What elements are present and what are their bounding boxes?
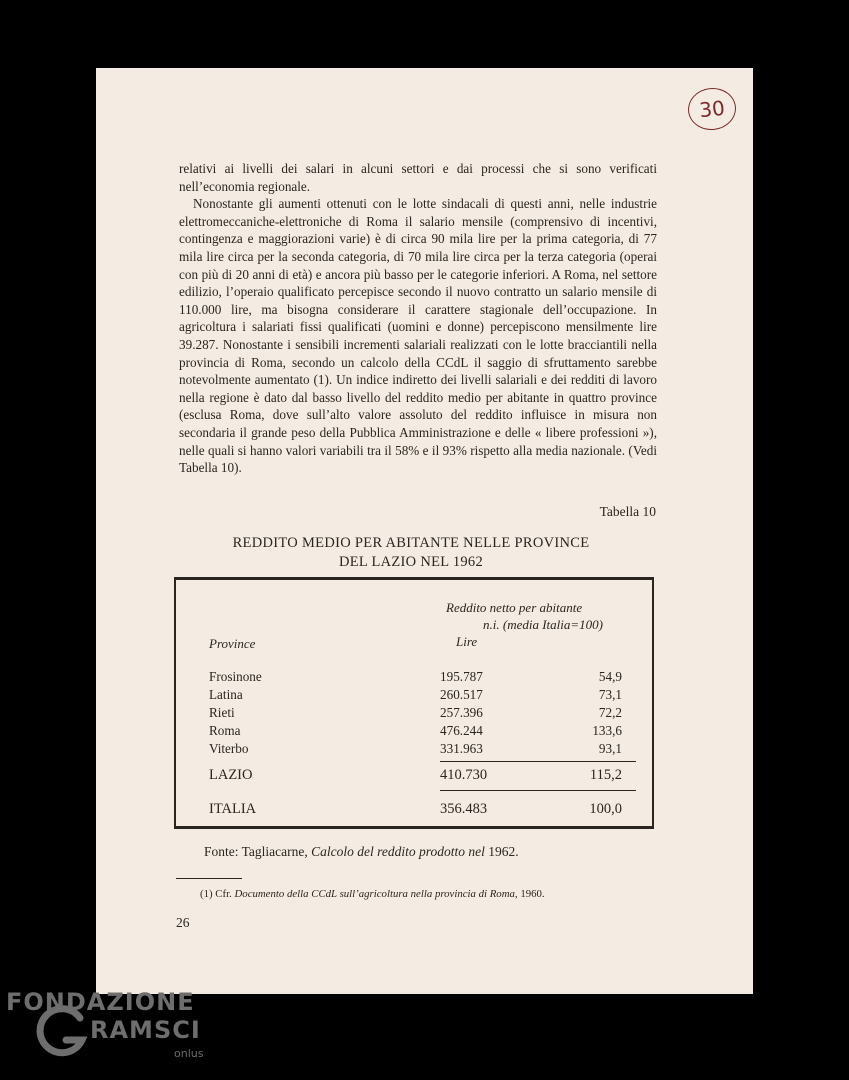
row-province: ITALIA xyxy=(209,801,257,817)
table-source xyxy=(204,844,519,860)
row-index: 73,1 xyxy=(598,687,622,702)
fondazione-gramsci-logo xyxy=(6,988,216,1078)
document-page xyxy=(96,68,753,994)
table-rule xyxy=(440,790,636,791)
row-province: Viterbo xyxy=(209,741,249,756)
row-index: 133,6 xyxy=(592,723,622,738)
table-title xyxy=(176,534,646,571)
footnote-prefix: (1) Cfr. xyxy=(200,888,232,900)
header-lire: Lire xyxy=(456,634,478,649)
footnote-title: Documento della CCdL sull’agricoltura nella provincia di Roma, xyxy=(234,888,518,900)
footnote-year: 1960. xyxy=(520,888,545,900)
row-index: 93,1 xyxy=(598,741,622,756)
body-text xyxy=(179,160,657,477)
row-province: Frosinone xyxy=(209,669,262,684)
header-index: n.i. (media Italia=100) xyxy=(483,617,603,632)
row-index: 100,0 xyxy=(589,801,622,817)
row-province: Rieti xyxy=(209,705,235,720)
logo-line-2: RAMSCI xyxy=(90,1016,201,1044)
paragraph-1: relativi ai livelli dei salari in alcuni settori e dai processi che si sono verificati nell’economia regionale. xyxy=(179,161,657,194)
table-rule xyxy=(440,761,636,762)
logo-line-1: FONDAZIONE xyxy=(6,988,195,1016)
source-year: 1962. xyxy=(488,844,519,859)
logo-g-icon xyxy=(36,1004,92,1060)
logo-line-3: onlus xyxy=(174,1047,204,1060)
row-lire: 331.963 xyxy=(440,741,483,756)
table-title-line-1: REDDITO MEDIO PER ABITANTE NELLE PROVINCE xyxy=(232,535,590,551)
circled-page-number: 30 xyxy=(686,86,738,133)
header-reddito: Reddito netto per abitante xyxy=(446,600,583,615)
source-title: Calcolo del reddito prodotto nel xyxy=(311,844,485,859)
row-index: 115,2 xyxy=(589,767,622,783)
row-lire: 257.396 xyxy=(440,705,483,720)
page-number: 26 xyxy=(176,915,190,930)
income-table xyxy=(174,577,654,829)
table-title-line-2: DEL LAZIO NEL 1962 xyxy=(338,553,484,570)
footnote xyxy=(200,888,545,900)
header-province: Province xyxy=(209,636,256,651)
row-province: Roma xyxy=(209,723,241,738)
row-index: 54,9 xyxy=(598,669,622,684)
source-prefix: Fonte: Tagliacarne, xyxy=(204,844,308,859)
row-lire: 356.483 xyxy=(440,801,488,817)
row-lire: 410.730 xyxy=(440,767,488,783)
paragraph-2: Nonostante gli aumenti ottenuti con le lotte sindacali di questi anni, nelle industrie elettromeccaniche-elettroniche di Roma il salario mensile (comprensivo di incentivi, contingenza e maggiorazioni varie) è di circa 90 mila lire per la prima categoria, di 77 mila lire circa per la seconda categoria, di 70 mila lire circa per la terza categoria (operai con più di 20 anni di età) e ancora più basso per le categorie inferiori. A Roma, nel settore edilizio, l’operaio qualificato percepisce secondo il nuovo contratto un salario mensile di 110.000 lire, ma bisogna considerare il carattere stagionale dell’occupazione. In agricoltura i salariati fissi qualificati (uomini e donne) percepiscono mensilmente lire 39.287. Nonostante i sensibili incrementi salariali realizzati con le lotte bracciantili nella provincia di Roma, secondo un calcolo della CCdL il saggio di sfruttamento sarebbe notevolmente aumentato (1). Un indice indiretto dei livelli salariali e dei redditi di lavoro nella regione è dato dal basso livello del reddito medio per abitante in quattro province (esclusa Roma, dove sull’alto valore assoluto del reddito influisce in misura non secondaria il grande peso della Pubblica Amministrazione e delle « libere professioni »), nelle quali si hanno valori variabili tra il 58% e il 93% rispetto alla media nazionale. (Vedi Tabella 10). xyxy=(179,196,657,476)
row-index: 72,2 xyxy=(598,705,622,720)
table-label: Tabella 10 xyxy=(599,504,656,519)
row-lire: 260.517 xyxy=(440,687,483,702)
footnote-divider xyxy=(176,878,242,879)
row-province: Latina xyxy=(209,687,243,702)
row-lire: 195.787 xyxy=(440,669,483,684)
row-lire: 476.244 xyxy=(440,723,483,738)
row-province: LAZIO xyxy=(209,767,253,783)
